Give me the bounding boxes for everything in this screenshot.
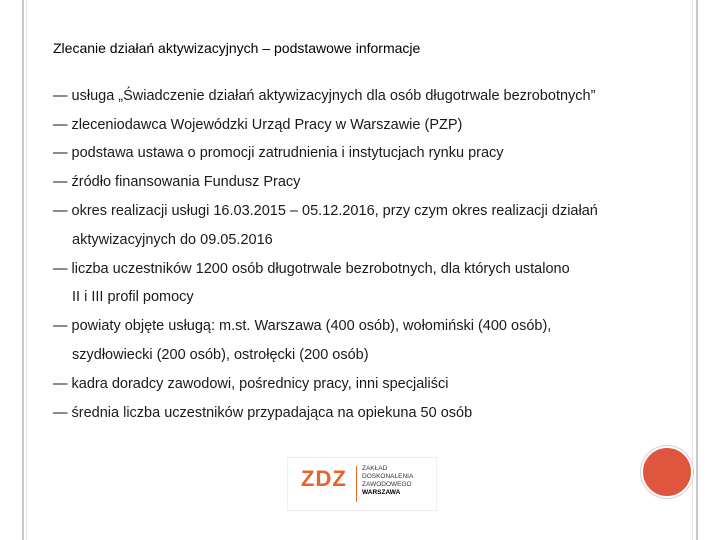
info-line: — kadra doradcy zawodowi, pośrednicy pracy, inni specjaliści <box>53 376 449 392</box>
logo-mark: ZDZ <box>301 466 347 491</box>
logo-text-line: DOSKONALENIA <box>362 473 414 480</box>
zdz-logo <box>287 457 437 511</box>
info-line: — okres realizacji usługi 16.03.2015 – 05.12.2016, przy czym okres realizacji działań <box>53 203 598 219</box>
info-line: — liczba uczestników 1200 osób długotrwale bezrobotnych, dla których ustalono <box>53 261 570 277</box>
right-frame-line <box>696 0 698 540</box>
info-line: — powiaty objęte usługą: m.st. Warszawa (400 osób), wołomiński (400 osób), <box>53 318 552 334</box>
logo-text-line: ZAWODOWEGO <box>362 481 412 488</box>
info-line-continuation: szydłowiecki (200 osób), ostrołęcki (200 osób) <box>72 347 369 363</box>
page-title: Zlecanie działań aktywizacyjnych – podstawowe informacje <box>53 40 421 56</box>
logo-text <box>362 465 413 497</box>
info-line: — źródło finansowania Fundusz Pracy <box>53 174 301 190</box>
left-frame-line <box>22 0 24 540</box>
info-line-continuation: II i III profil pomocy <box>72 289 194 305</box>
info-line: — średnia liczba uczestników przypadająca na opiekuna 50 osób <box>53 405 473 421</box>
logo-text-city: WARSZAWA <box>362 489 401 496</box>
logo-divider <box>356 466 357 502</box>
info-line: — usługa „Świadczenie działań aktywizacyjnych dla osób długotrwale bezrobotnych” <box>53 88 596 104</box>
logo-text-line: ZAKŁAD <box>362 465 388 472</box>
decorative-circle <box>641 446 693 498</box>
info-line: — zleceniodawca Wojewódzki Urząd Pracy w Warszawie (PZP) <box>53 117 463 133</box>
info-line: — podstawa ustawa o promocji zatrudnienia i instytucjach rynku pracy <box>53 145 504 161</box>
info-line-continuation: aktywizacyjnych do 09.05.2016 <box>72 232 273 248</box>
